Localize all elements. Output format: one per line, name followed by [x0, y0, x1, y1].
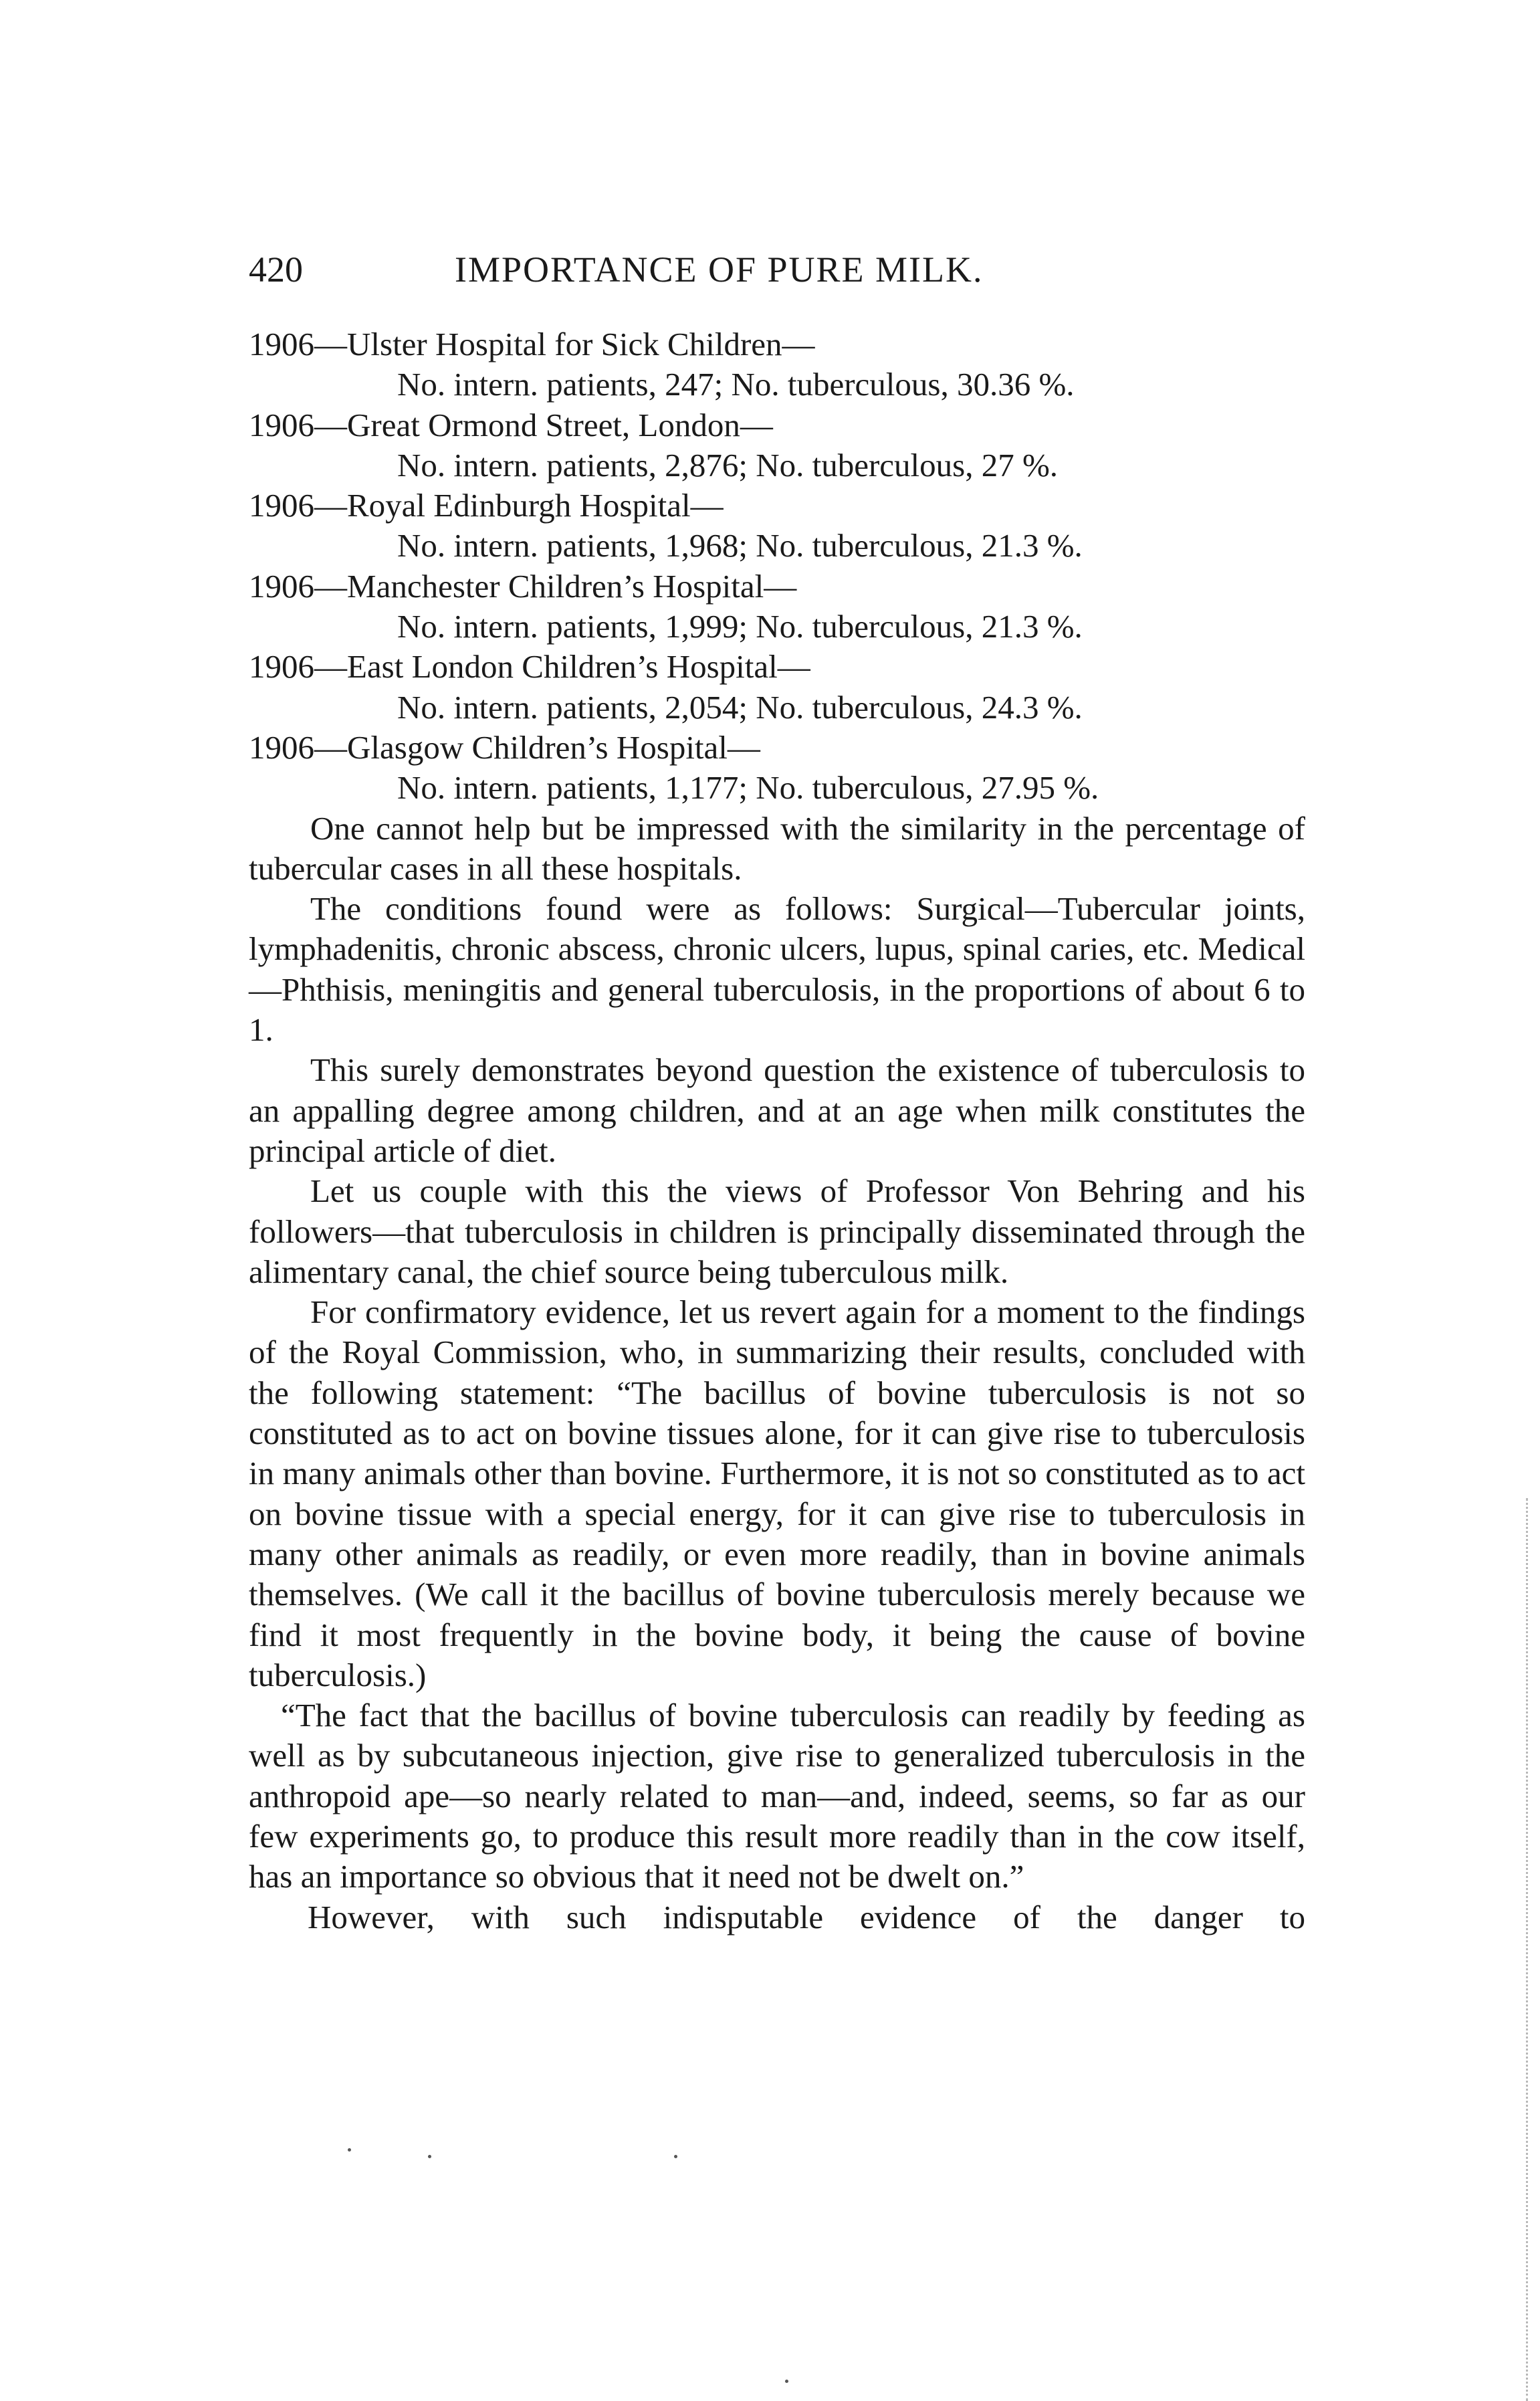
stat-figures-line: No. intern. patients, 2,054; No. tuberculous, 24.3 %. [397, 688, 1083, 726]
paragraph-royal-commission: For confirmatory evidence, let us revert again for a moment to the findings of the Royal Commission, who, in summarizing their results, concluded with the following statement: “The bacillus of bovine tuberculosis is not so constituted as to act on bovine tissues alone, for it can give rise to tuberculosis in many animals other than bovine. Furthermore, it is not so constituted as to act on bovine tissue with a special energy, for it can give rise to tuberculosis in many other animals as readily, or even more readily, than in bovine animals themselves. (We call it the bacillus of bovine tuberculosis merely because we find it most frequently in the bovine body, it being the cause of bovine tuberculosis.) [249, 1293, 1305, 1693]
stat-figures-line: No. intern. patients, 1,177; No. tuberculous, 27.95 %. [397, 769, 1099, 807]
paragraph-conditions: The conditions found were as follows: Surgical—Tubercular joints, lymphadenitis, chronic abscess, chronic ulcers, lupus, spinal caries, etc. Medical—Phthisis, meningitis and general tuberculosis, in the proportions of about 6 to 1. [249, 890, 1305, 1049]
stat-hospital-line: 1906—Manchester Children’s Hospital— [249, 567, 797, 605]
stat-hospital-line: 1906—East London Children’s Hospital— [249, 648, 810, 686]
stat-figures-line: No. intern. patients, 1,968; No. tuberculous, 21.3 %. [397, 527, 1083, 564]
page-number: 420 [249, 249, 303, 290]
hospital-statistics [249, 324, 1305, 809]
stat-figures-line: No. intern. patients, 1,999; No. tuberculous, 21.3 %. [397, 608, 1083, 645]
scan-speck [674, 2155, 677, 2158]
paragraph-quotation: “The fact that the bacillus of bovine tuberculosis can readily by feeding as well as by subcutaneous injection, give rise to generalized tuberculosis in the anthropoid ape—so nearly related to man—and, indeed, seems, so far as our few experiments go, to produce this result more readily than in the cow itself, has an importance so obvious that it need not be dwelt on.” [249, 1697, 1305, 1895]
stat-hospital-line: 1906—Glasgow Children’s Hospital— [249, 728, 760, 766]
scan-speck [428, 2155, 431, 2158]
stat-hospital-line: 1906—Royal Edinburgh Hospital— [249, 487, 724, 524]
stat-figures-line: No. intern. patients, 247; No. tuberculous, 30.36 %. [397, 366, 1075, 403]
page-body [249, 324, 1305, 1938]
paragraph-similarity: One cannot help but be impressed with the similarity in the percentage of tubercular cases in all these hospitals. [249, 809, 1305, 887]
page-header [249, 246, 1305, 293]
scan-speck [785, 2380, 788, 2383]
stat-hospital-line: 1906—Ulster Hospital for Sick Children— [249, 326, 815, 362]
stat-figures-line: No. intern. patients, 2,876; No. tuberculous, 27 %. [397, 446, 1059, 484]
scan-speck [348, 2148, 351, 2152]
paragraph-however: However, with such indisputable evidence of the danger to [308, 1898, 1305, 1936]
scan-edge-shadow [1526, 1498, 1540, 2401]
paragraph-demonstration: This surely demonstrates beyond question the existence of tuberculosis to an appalling degree among children, and at an age when milk constitutes the principal article of diet. [249, 1051, 1305, 1169]
running-title: IMPORTANCE OF PURE MILK. [455, 249, 984, 290]
stat-hospital-line: 1906—Great Ormond Street, London— [249, 406, 773, 443]
paragraph-von-behring: Let us couple with this the views of Professor Von Behring and his followers—that tuberculosis in children is principally disseminated through the alimentary canal, the chief source being tuberculous milk. [249, 1172, 1305, 1290]
